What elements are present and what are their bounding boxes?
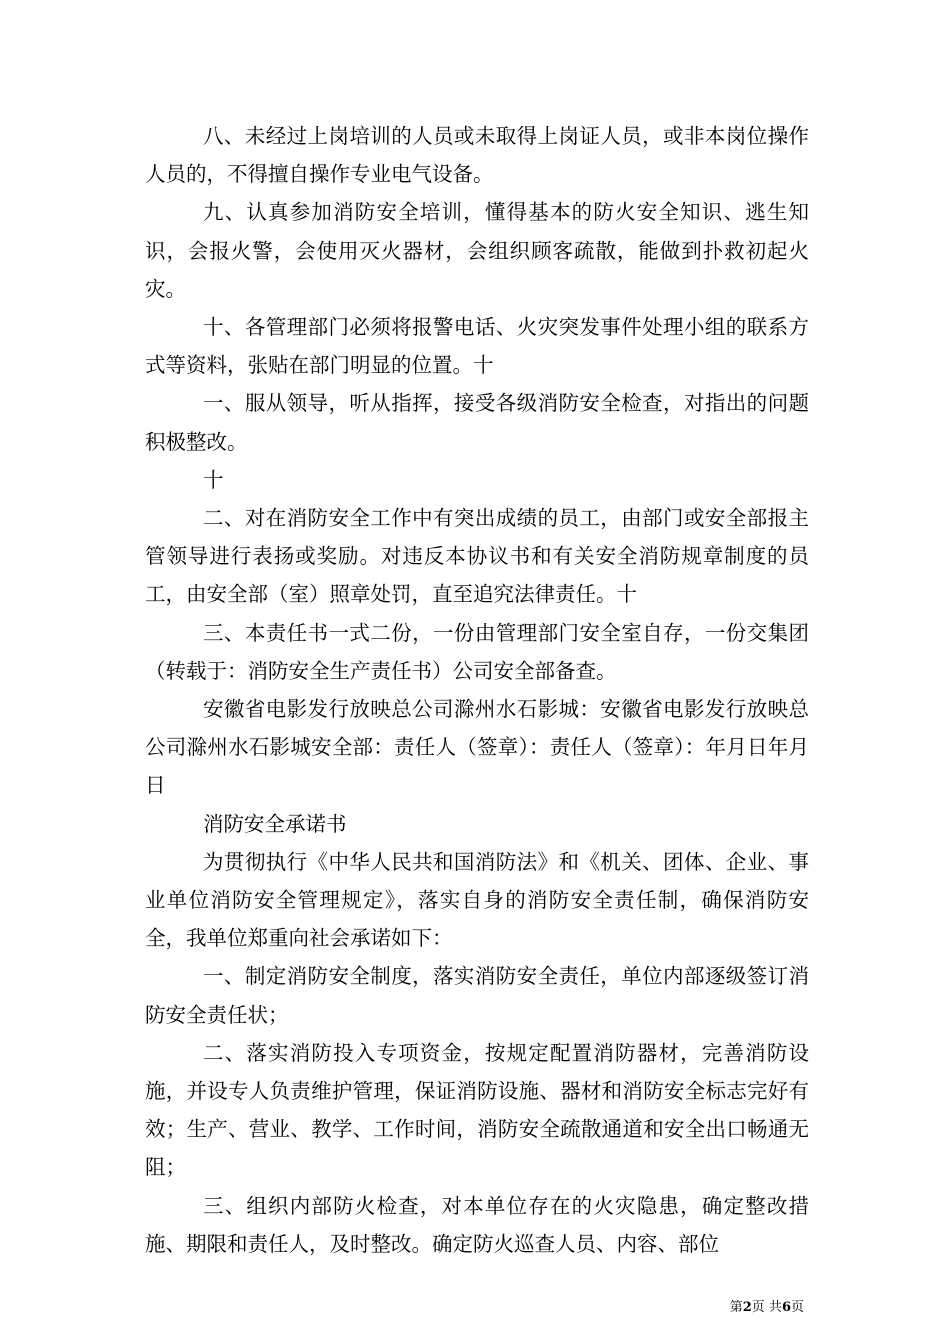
footer-prefix: 第 <box>729 1300 743 1315</box>
paragraph-item-10: 十、各管理部门必须将报警电话、火灾突发事件处理小组的联系方式等资料，张贴在部门明显的位置。十 <box>145 315 809 378</box>
commitment-intro: 为贯彻执行《中华人民共和国消防法》和《机关、团体、企业、事业单位消防安全管理规定》，落实自身的消防安全责任制，确保消防安全，我单位郑重向社会承诺如下： <box>145 849 809 951</box>
footer-middle: 页 共 <box>751 1300 782 1315</box>
paragraph-item-11: 一、服从领导，听从指挥，接受各级消防安全检查，对指出的问题积极整改。 <box>145 391 809 454</box>
commitment-item-2: 二、落实消防投入专项资金，按规定配置消防器材，完善消防设施，并设专人负责维护管理，保证消防设施、器材和消防安全标志完好有效；生产、营业、教学、工作时间，消防安全疏散通道和安全出口畅通无阻； <box>145 1040 809 1180</box>
paragraph-item-9: 九、认真参加消防安全培训，懂得基本的防火安全知识、逃生知识，会报火警，会使用灭火器材，会组织顾客疏散，能做到扑救初起火灾。 <box>145 200 809 301</box>
footer-suffix: 页 <box>790 1300 804 1315</box>
commitment-item-3: 三、组织内部防火检查，对本单位存在的火灾隐患，确定整改措施、期限和责任人，及时整改。确定防火巡查人员、内容、部位 <box>145 1193 809 1256</box>
footer-current-page: 2 <box>742 1300 752 1315</box>
paragraph-item-12: 二、对在消防安全工作中有突出成绩的员工，由部门或安全部报主管领导进行表扬或奖励。对违反本协议书和有关安全消防规章制度的员工，由安全部（室）照章处罚，直至追究法律责任。十 <box>145 506 809 607</box>
footer-total-pages: 6 <box>781 1300 791 1315</box>
section-title: 消防安全承诺书 <box>203 811 347 836</box>
document-body <box>145 117 809 1263</box>
paragraph-item-13: 三、本责任书一式二份，一份由管理部门安全室自存，一份交集团（转载于：消防安全生产责任书）公司安全部备查。 <box>145 620 809 683</box>
commitment-item-1: 一、制定消防安全制度，落实消防安全责任，单位内部逐级签订消防安全责任状； <box>145 964 809 1027</box>
signature-block: 安徽省电影发行放映总公司滁州水石影城：安徽省电影发行放映总公司滁州水石影城安全部：责任人（签章）：责任人（签章）：年月日年月日 <box>145 697 809 798</box>
paragraph-fragment: 十 <box>203 467 224 492</box>
paragraph-item-8: 八、未经过上岗培训的人员或未取得上岗证人员，或非本岗位操作人员的，不得擅自操作专业电气设备。 <box>145 124 809 187</box>
page-number-footer <box>730 1300 804 1316</box>
